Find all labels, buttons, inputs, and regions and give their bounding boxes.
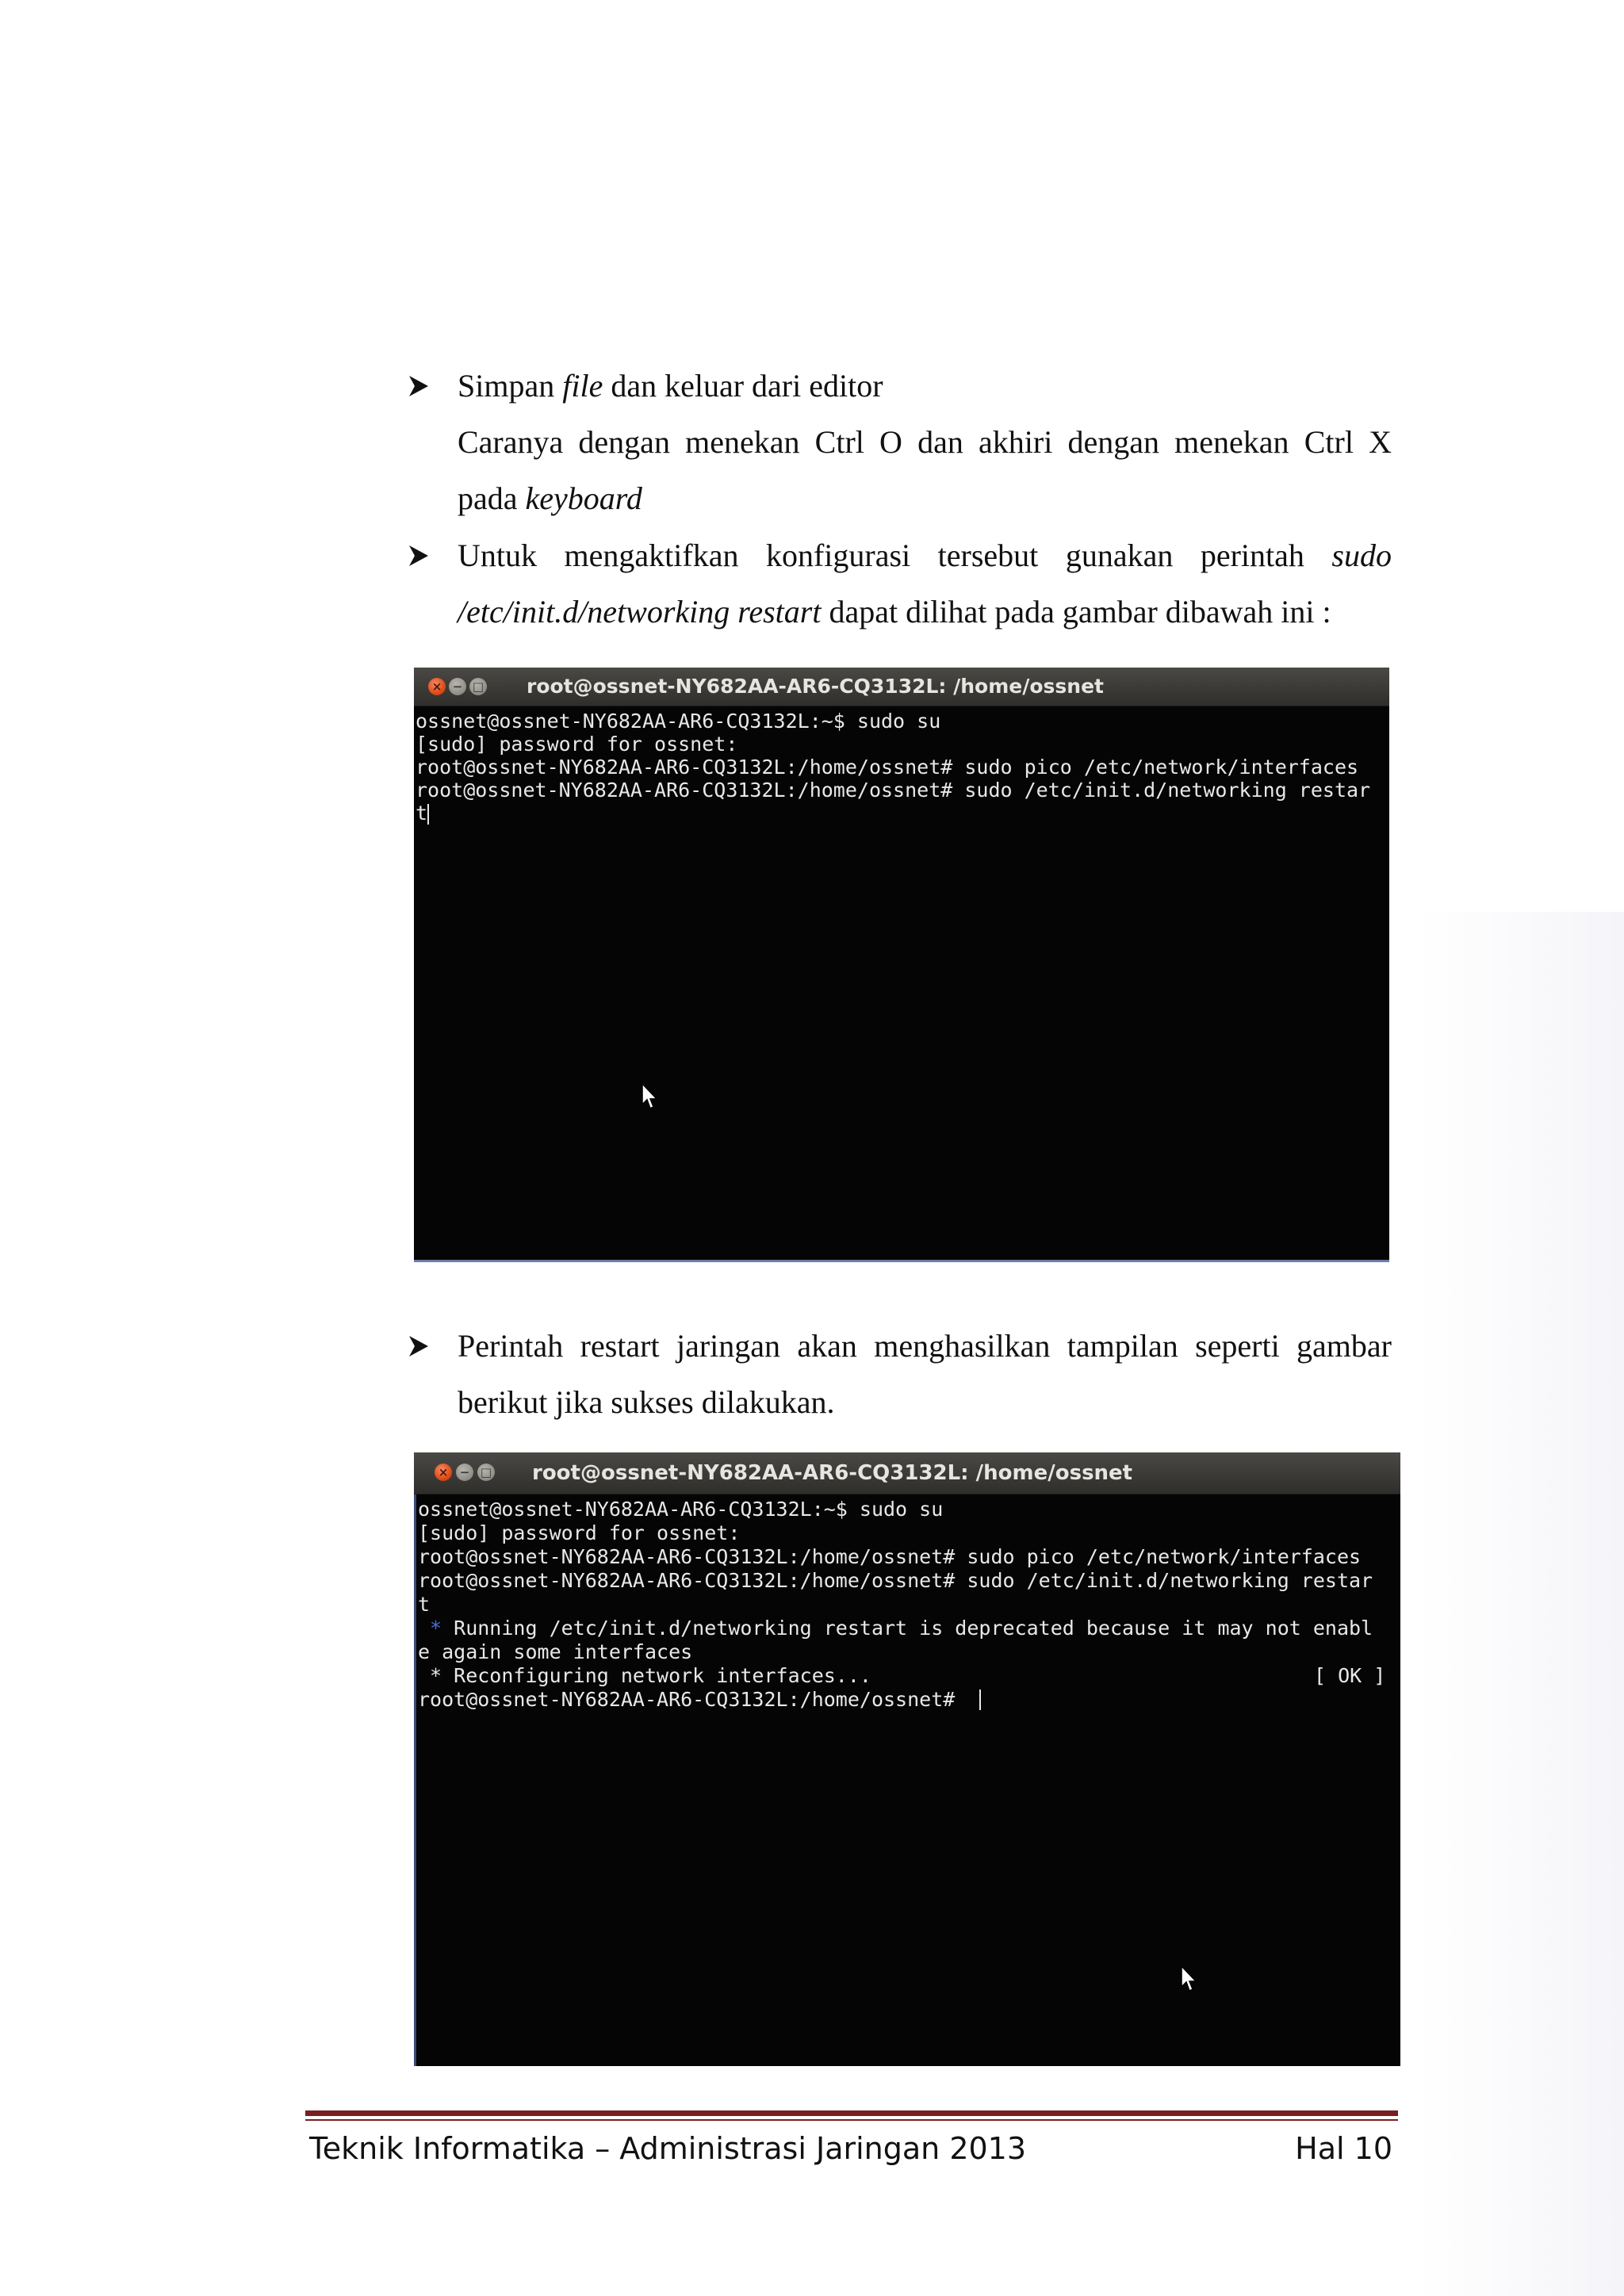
terminal-line bbox=[418, 1617, 1373, 1640]
mouse-pointer-icon bbox=[1181, 1965, 1198, 1992]
terminal-title: root@ossnet-NY682AA-AR6-CQ3132L: /home/ossnet bbox=[532, 1461, 1133, 1485]
terminal-line: root@ossnet-NY682AA-AR6-CQ3132L:/home/ossnet# sudo pico /etc/network/interfaces bbox=[418, 1545, 1362, 1568]
close-icon[interactable]: × bbox=[435, 1464, 452, 1481]
close-icon[interactable]: × bbox=[428, 678, 446, 695]
footer-title: Teknik Informatika – Administrasi Jaringan 2013 bbox=[309, 2131, 1027, 2166]
terminal-line: root@ossnet-NY682AA-AR6-CQ3132L:/home/ossnet# sudo /etc/init.d/networking restar bbox=[418, 1569, 1373, 1592]
maximize-icon[interactable]: □ bbox=[477, 1464, 495, 1481]
bullet-text-lead: Simpan bbox=[458, 368, 563, 404]
terminal-bottom-edge bbox=[414, 1260, 1389, 1262]
bullet-text-line: Caranya dengan menekan Ctrl O dan akhiri dengan menekan Ctrl X bbox=[458, 424, 1392, 460]
arrowhead-bullet-icon bbox=[408, 358, 434, 414]
bullet-text bbox=[458, 358, 1392, 526]
terminal-line: ossnet@ossnet-NY682AA-AR6-CQ3132L:~$ sudo su bbox=[416, 710, 941, 733]
terminal-title: root@ossnet-NY682AA-AR6-CQ3132L: /home/ossnet bbox=[527, 675, 1104, 698]
terminal-line: ossnet@ossnet-NY682AA-AR6-CQ3132L:~$ sudo su bbox=[418, 1498, 944, 1521]
terminal-window-2 bbox=[414, 1452, 1400, 2066]
bullet-text-lead: Untuk mengaktifkan konfigurasi tersebut gunakan perintah bbox=[458, 538, 1332, 573]
terminal-line: [sudo] password for ossnet: bbox=[418, 1521, 741, 1544]
bullet-text-italic: file bbox=[562, 368, 603, 404]
bullet-text-rest: dan keluar dari editor bbox=[603, 368, 883, 404]
bullet-text-line bbox=[458, 527, 1392, 584]
terminal-prompt: root@ossnet-NY682AA-AR6-CQ3132L:/home/ossnet# bbox=[418, 1688, 967, 1711]
bullet-text-italic: /etc/init.d/networking restart bbox=[458, 594, 822, 629]
terminal-window-1 bbox=[414, 668, 1389, 1262]
terminal-line: t bbox=[418, 1593, 431, 1616]
text-cursor bbox=[979, 1689, 981, 1710]
bullet-save-file bbox=[408, 358, 1392, 526]
bullet-text bbox=[458, 527, 1392, 640]
bullet-text-italic: sudo bbox=[1331, 538, 1392, 573]
page-number: Hal 10 bbox=[1295, 2131, 1392, 2166]
footer-rule bbox=[305, 2110, 1398, 2116]
terminal-line: root@ossnet-NY682AA-AR6-CQ3132L:/home/ossnet# sudo pico /etc/network/interfaces bbox=[416, 756, 1359, 779]
bullet-restart-result bbox=[408, 1318, 1392, 1430]
bullet-text-rest: dapat dilihat pada gambar dibawah ini : bbox=[821, 594, 1331, 629]
terminal-body[interactable] bbox=[414, 706, 1389, 1262]
bullet-text-line: Perintah restart jaringan akan menghasilkan tampilan seperti gambar bbox=[458, 1328, 1392, 1364]
page-shading bbox=[1418, 912, 1624, 2296]
minimize-icon[interactable]: − bbox=[449, 678, 466, 695]
terminal-body[interactable] bbox=[414, 1494, 1400, 2066]
terminal-titlebar bbox=[414, 668, 1389, 706]
text-cursor bbox=[427, 804, 429, 825]
minimize-icon[interactable]: − bbox=[456, 1464, 473, 1481]
terminal-line: t bbox=[416, 802, 428, 825]
terminal-line: [sudo] password for ossnet: bbox=[416, 733, 738, 756]
maximize-icon[interactable]: □ bbox=[469, 678, 487, 695]
bullet-text-lead: pada bbox=[458, 480, 526, 516]
status-star: * bbox=[418, 1617, 454, 1640]
terminal-line-text: Running /etc/init.d/networking restart is deprecated because it may not enabl bbox=[454, 1617, 1373, 1640]
bullet-text bbox=[458, 1318, 1392, 1430]
footer-rule-thin bbox=[305, 2119, 1398, 2121]
mouse-pointer-icon bbox=[642, 1083, 659, 1110]
arrowhead-bullet-icon bbox=[408, 527, 434, 584]
bullet-activate-config bbox=[408, 527, 1392, 640]
bullet-text-italic: keyboard bbox=[525, 480, 642, 516]
status-ok-badge: [ OK ] bbox=[1314, 1664, 1386, 1687]
terminal-line: * Reconfiguring network interfaces... bbox=[418, 1664, 871, 1687]
terminal-line: root@ossnet-NY682AA-AR6-CQ3132L:/home/ossnet# sudo /etc/init.d/networking restar bbox=[416, 779, 1371, 802]
arrowhead-bullet-icon bbox=[408, 1318, 434, 1374]
bullet-text-line: berikut jika sukses dilakukan. bbox=[458, 1384, 835, 1420]
terminal-line: e again some interfaces bbox=[418, 1640, 693, 1663]
terminal-titlebar bbox=[414, 1452, 1400, 1494]
